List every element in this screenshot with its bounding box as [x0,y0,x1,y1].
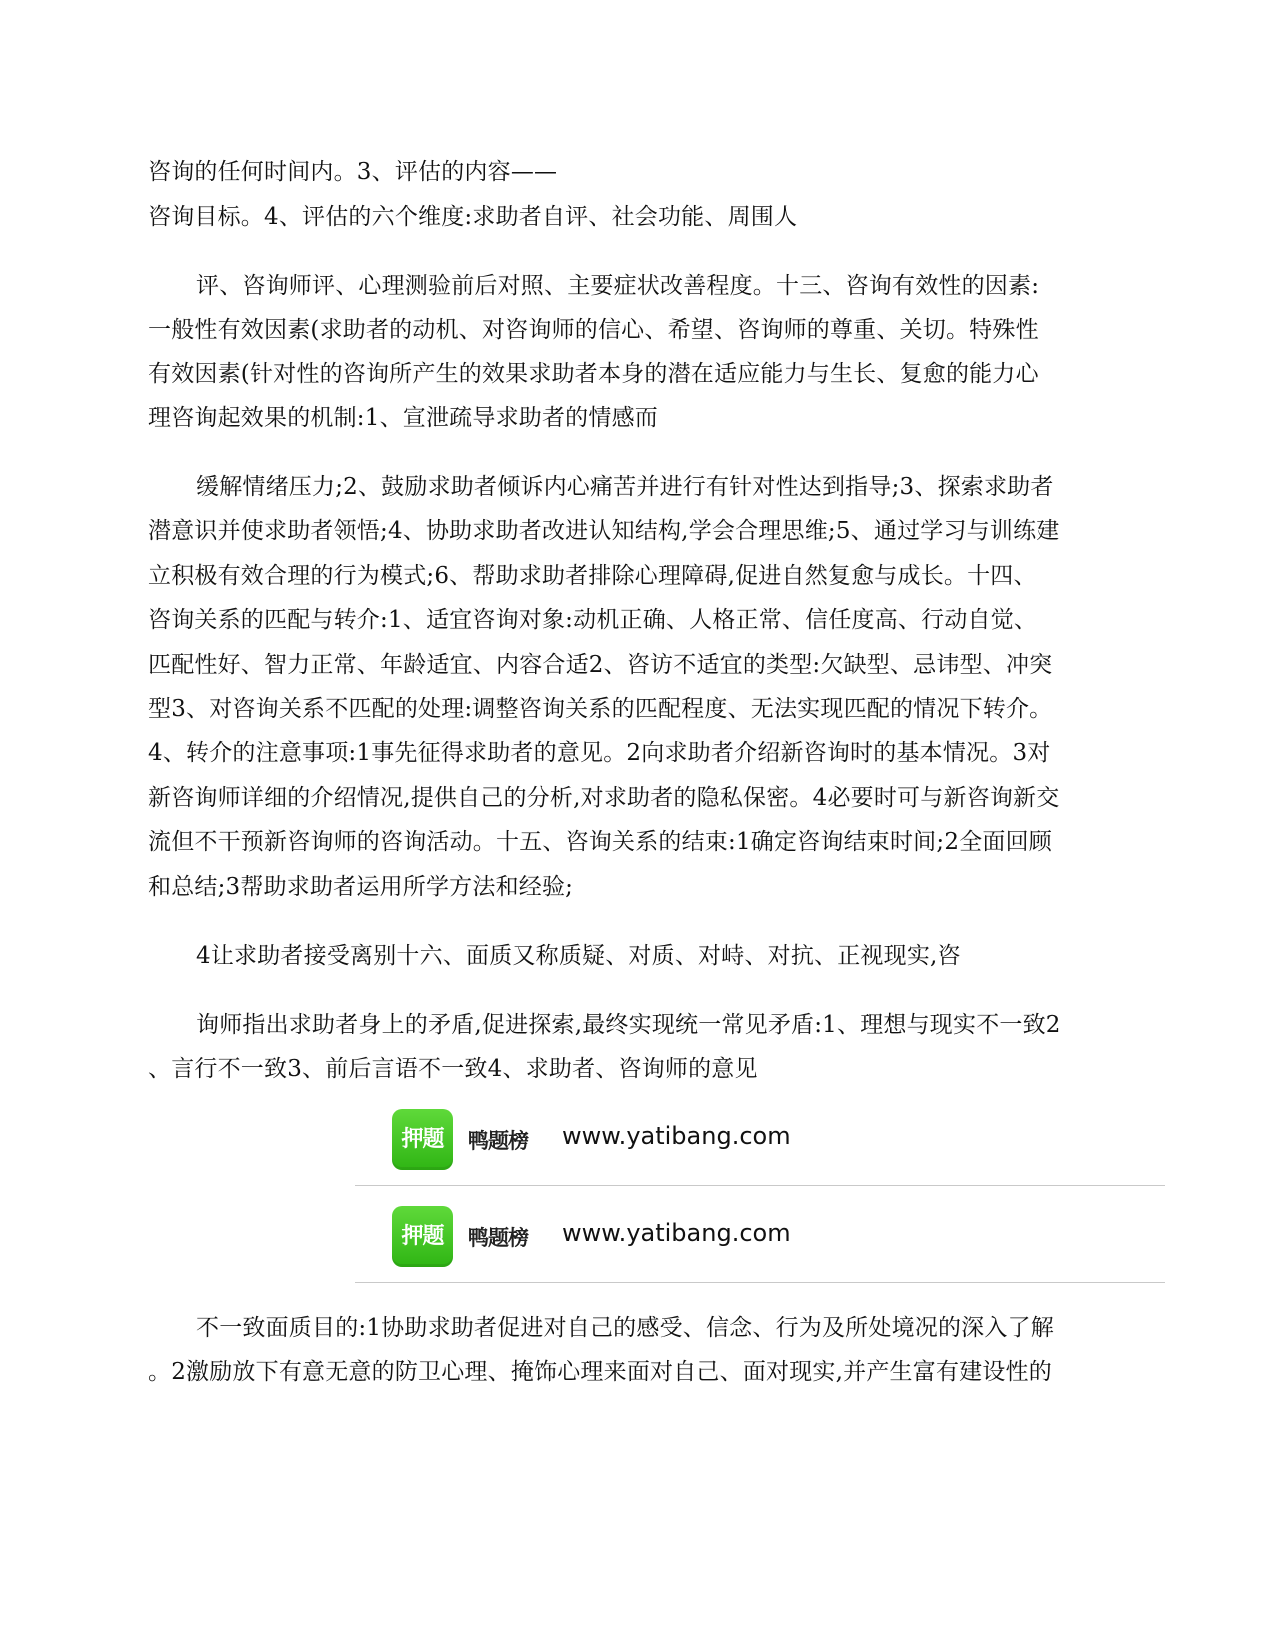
text-line: 咨询目标。4、评估的六个维度:求助者自评、社会功能、周围人 [148,204,798,230]
text-line: 4让求助者接受离别十六、面质又称质疑、对质、对峙、对抗、正视现实,咨 [196,943,961,969]
text-line: 。2激励放下有意无意的防卫心理、掩饰心理来面对自己、面对现实,并产生富有建设性的 [148,1359,1052,1385]
text-line: 评、咨询师评、心理测验前后对照、主要症状改善程度。十三、咨询有效性的因素: [196,273,1040,299]
yatibang-logo-icon [392,1206,453,1267]
text-line: 询师指出求助者身上的矛盾,促进探索,最终实现统一常见矛盾:1、理想与现实不一致2 [196,1012,1061,1038]
text-line: 潜意识并使求助者领悟;4、协助求助者改进认知结构,学会合理思维;5、通过学习与训练建 [148,518,1060,544]
text-line: 匹配性好、智力正常、年龄适宜、内容合适2、咨访不适宜的类型:欠缺型、忌讳型、冲突 [148,652,1053,678]
brand-name: 鸭题榜 [468,1129,528,1153]
text-line: 不一致面质目的:1协助求助者促进对自己的感受、信念、行为及所处境况的深入了解 [196,1315,1054,1341]
watermark-banner [355,1185,1165,1285]
yatibang-logo-icon [392,1109,453,1170]
watermark-banner [355,1088,1165,1188]
logo-text: 押题 [401,1127,444,1152]
text-line: 4、转介的注意事项:1事先征得求助者的意见。2向求助者介绍新咨询时的基本情况。3对 [148,740,1051,766]
brand-url: www.yatibang.com [562,1219,791,1247]
text-line: 、言行不一致3、前后言语不一致4、求助者、咨询师的意见 [148,1056,758,1082]
text-line: 一般性有效因素(求助者的动机、对咨询师的信心、希望、咨询师的尊重、关切。特殊性 [148,317,1039,343]
text-line: 咨询的任何时间内。3、评估的内容—— [148,159,558,185]
text-line: 有效因素(针对性的咨询所产生的效果求助者本身的潜在适应能力与生长、复愈的能力心 [148,361,1039,387]
logo-text: 押题 [401,1224,444,1249]
divider-line [355,1282,1165,1283]
text-line: 和总结;3帮助求助者运用所学方法和经验; [148,874,574,900]
text-line: 立积极有效合理的行为模式;6、帮助求助者排除心理障碍,促进自然复愈与成长。十四、 [148,563,1037,589]
text-line: 缓解情绪压力;2、鼓励求助者倾诉内心痛苦并进行有针对性达到指导;3、探索求助者 [196,474,1054,500]
text-line: 理咨询起效果的机制:1、宣泄疏导求助者的情感而 [148,405,658,431]
text-line: 咨询关系的匹配与转介:1、适宜咨询对象:动机正确、人格正常、信任度高、行动自觉、 [148,607,1038,633]
text-line: 型3、对咨询关系不匹配的处理:调整咨询关系的匹配程度、无法实现匹配的情况下转介。 [148,696,1053,722]
brand-name: 鸭题榜 [468,1226,528,1250]
text-line: 新咨询师详细的介绍情况,提供自己的分析,对求助者的隐私保密。4必要时可与新咨询新交 [148,785,1060,811]
brand-url: www.yatibang.com [562,1122,791,1150]
text-line: 流但不干预新咨询师的咨询活动。十五、咨询关系的结束:1确定咨询结束时间;2全面回顾 [148,829,1052,855]
